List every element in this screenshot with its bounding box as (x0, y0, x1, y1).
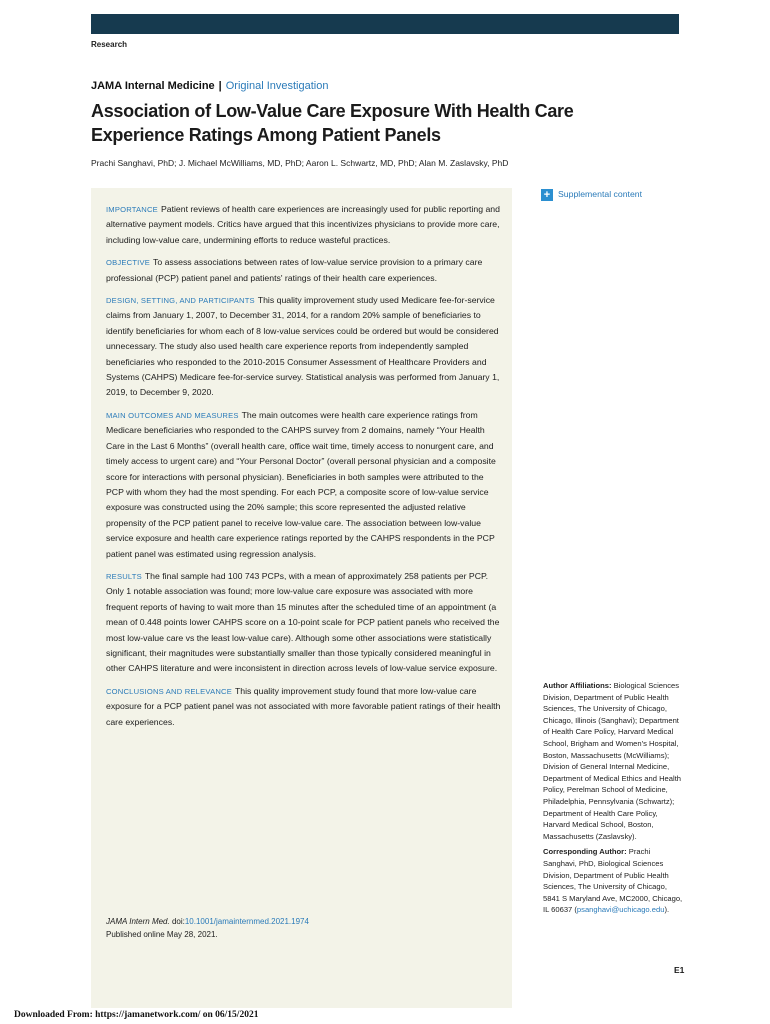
page-number: E1 (674, 965, 685, 975)
article-type-link[interactable]: Original Investigation (225, 80, 329, 92)
author-list: Prachi Sanghavi, PhD; J. Michael McWilliams, MD, PhD; Aaron L. Schwartz, MD, PhD; Alan M. Zaslavsky, PhD (91, 158, 509, 168)
abstract-conclusions (106, 684, 501, 730)
author-affiliations (543, 680, 683, 920)
abstract-heading: DESIGN, SETTING, AND PARTICIPANTS (106, 296, 255, 306)
abstract-outcomes (106, 408, 501, 562)
journal-abbrev: JAMA Intern Med. (106, 917, 170, 926)
abstract-design (106, 293, 501, 401)
abstract-body: The main outcomes were health care experience ratings from Medicare beneficiaries who responded to the CAHPS survey from 2 domains, namely “Your Health Care in the Last 6 Months” (overall health care, office wait time, timely access to nonurgent care, and timely access to urgent care) and “Your Personal Doctor” (overall personal physician and a composite score for interactions with personal physician). Beneficiaries in both samples were attributed to the PCP with whom they had the most spending. For each PCP, a composite score of low-value service exposure was constructed using the 20% sample; this score represented the adjusted relative propensity of the PCP patient panel to receive low-value care. The association between low-value service exposure and health care experience ratings reported by the CAHPS respondents in the PCP patient panel was estimated using regression analysis. (106, 409, 496, 559)
section-label: Research (91, 40, 128, 49)
journal-separator: | (218, 80, 222, 92)
journal-name: JAMA Internal Medicine (91, 80, 215, 92)
supplemental-content-link[interactable] (541, 187, 642, 201)
doi-link[interactable]: 10.1001/jamainternmed.2021.1974 (184, 917, 309, 926)
affiliations-block (543, 680, 683, 842)
abstract-body: This quality improvement study used Medicare fee-for-service claims from January 1, 2007, to December 31, 2014, for a random 20% sample of beneficiaries to identify beneficiaries for whom each of 8 low-value services could be ordered but would be considered unnecessary. The study also used health care experience reports from independently sampled beneficiaries who responded to the 2010-2015 Consumer Assessment of Healthcare Providers and Systems (CAHPS) Medicare fee-for-service survey. Statistical analysis was performed from January 1, 2019, to December 9, 2020. (106, 295, 500, 398)
doi-prefix: doi: (169, 917, 185, 926)
abstract-objective (106, 255, 501, 286)
journal-line (91, 80, 328, 92)
corresponding-text: Prachi Sanghavi, PhD, Biological Sciences Division, Department of Public Health Sciences, The University of Chicago, 5841 S Maryland Ave, MC2000, Chicago, IL 60637 ( (543, 847, 683, 915)
abstract-body: Patient reviews of health care experiences are increasingly used for public reporting and alternative payment models. Critics have argued that this incentivizes physicians to provide more care, including low-value care, undermining efforts to reduce wasteful practices. (106, 204, 500, 245)
corresponding-block (543, 846, 683, 916)
abstract-body: This quality improvement study found that more low-value care exposure for a PCP patient panel was not associated with more favorable patient ratings of their health care experiences. (106, 685, 501, 727)
abstract-heading: MAIN OUTCOMES AND MEASURES (106, 410, 239, 420)
published-date: Published online May 28, 2021. (106, 930, 218, 939)
abstract-body: To assess associations between rates of low-value service provision to a primary care professional (PCP) patient panel and patients' ratings of their health care experiences. (106, 257, 483, 283)
corresponding-end: ). (664, 905, 670, 915)
supplemental-label: Supplemental content (558, 189, 643, 199)
abstract-body: The final sample had 100 743 PCPs, with a mean of approximately 258 patients per PCP. Only 1 notable association was found; more low-value care exposure was associated with more frequent reports of having to wait more than 15 minutes after the scheduled time of an appointment (a mean of 0.448 points lower CAHPS score on a 10-point scale for PCP patient panels who received the most low-value care vs the least low-value care). Although some other associations were statistically significant, their magnitudes were substantially smaller than those typically considered meaningful in other CAHPS literature and were inconsistent in direction across levels of low-value service exposure. (106, 570, 500, 674)
affiliations-text: Biological Sciences Division, Department of Public Health Sciences, The University of Chicago, Chicago, Illinois (Sanghavi); Department of Health Care Policy, Harvard Medical School, Brigham and Women's Hospital, Boston, Massachusetts (McWilliams); Division of General Internal Medicine, Department of Medical Ethics and Health Policy, Perelman School of Medicine, Philadelphia, Pennsylvania (Schwartz); Department of Health Care Policy, Harvard Medical School, Boston, Massachusetts (Zaslavsky). (543, 681, 682, 841)
affiliations-heading: Author Affiliations: (543, 681, 612, 690)
abstract-heading: OBJECTIVE (106, 258, 150, 268)
corresponding-heading: Corresponding Author: (543, 847, 627, 857)
email-link[interactable]: psanghavi@uchicago.edu (576, 905, 665, 915)
article-title: Association of Low-Value Care Exposure With Health Care Experience Ratings Among Patient Panels (91, 101, 574, 145)
abstract-heading: RESULTS (106, 571, 142, 581)
abstract-heading: IMPORTANCE (106, 205, 158, 214)
abstract-importance (106, 202, 501, 248)
abstract-results (106, 569, 501, 677)
header-bar (91, 14, 679, 34)
abstract-heading: CONCLUSIONS AND RELEVANCE (106, 686, 232, 696)
plus-icon: + (541, 189, 553, 201)
download-note: Downloaded From: https://jamanetwork.com/ on 06/15/2021 (14, 1010, 259, 1020)
abstract-box (91, 188, 512, 1008)
abstract-text (106, 202, 501, 737)
citation (106, 915, 309, 941)
citation-line (106, 915, 309, 928)
